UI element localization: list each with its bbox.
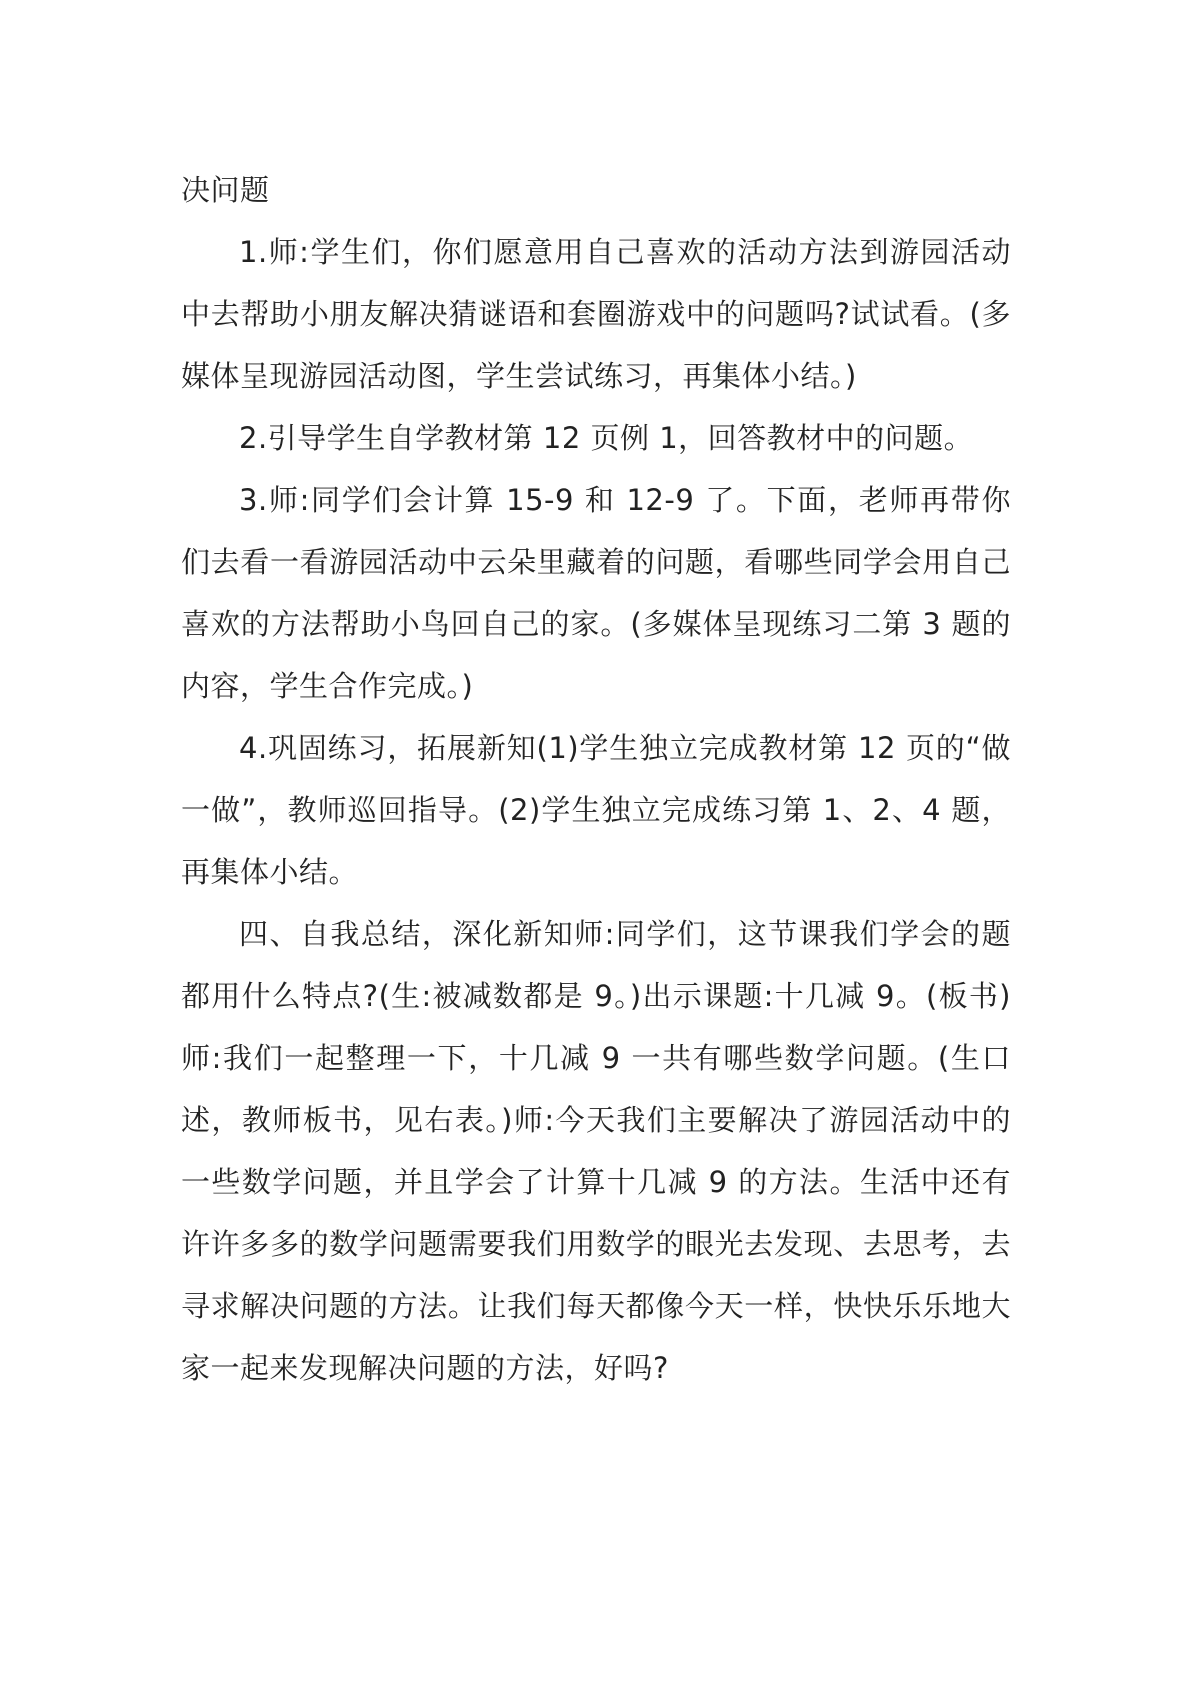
paragraph-step-1: 1.师:学生们，你们愿意用自己喜欢的活动方法到游园活动中去帮助小朋友解决猜谜语和套圈游戏中的问题吗?试试看。(多媒体呈现游园活动图，学生尝试练习，再集体小结。) xyxy=(181,235,1011,393)
document-body xyxy=(181,159,1011,1399)
paragraph-summary: 四、自我总结，深化新知师:同学们，这节课我们学会的题都用什么特点?(生:被减数都是 9。)出示课题:十几减 9。(板书)师:我们一起整理一下，十几减 9 一共有哪些数学问题。(生口述，教师板书，见右表。)师:今天我们主要解决了游园活动中的一些数学问题，并且学会了计算十几减 9 的方法。生活中还有许许多多的数学问题需要我们用数学的眼光去发现、去思考，去寻求解决问题的方法。让我们每天都像今天一样，快快乐乐地大家一起来发现解决问题的方法，好吗? xyxy=(181,917,1011,1385)
paragraph-step-4: 4.巩固练习，拓展新知(1)学生独立完成教材第 12 页的“做一做”，教师巡回指导。(2)学生独立完成练习第 1、2、4 题，再集体小结。 xyxy=(181,731,1011,889)
paragraph-step-2: 2.引导学生自学教材第 12 页例 1，回答教材中的问题。 xyxy=(239,421,974,455)
paragraph-continuation: 决问题 xyxy=(181,173,270,207)
paragraph-step-3: 3.师:同学们会计算 15-9 和 12-9 了。下面，老师再带你们去看一看游园活动中云朵里藏着的问题，看哪些同学会用自己喜欢的方法帮助小鸟回自己的家。(多媒体呈现练习二第 3 题的内容，学生合作完成。) xyxy=(181,483,1011,703)
